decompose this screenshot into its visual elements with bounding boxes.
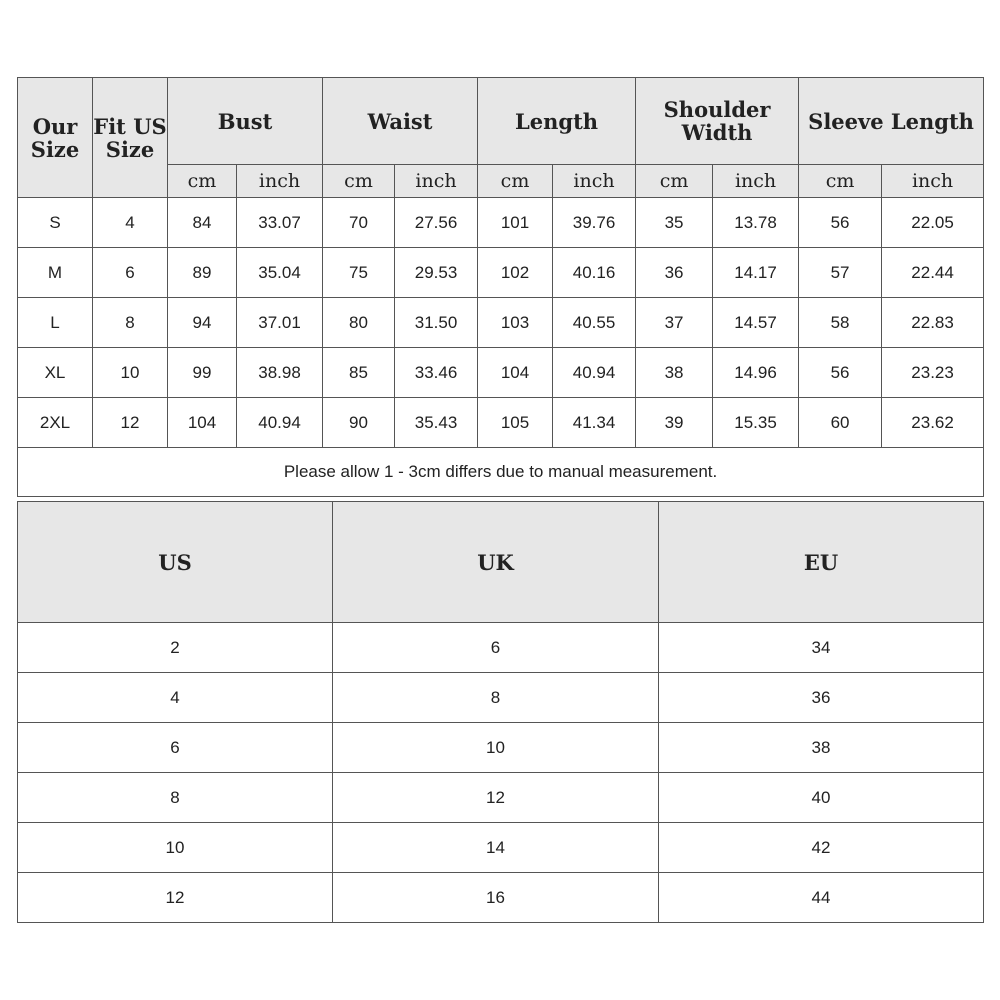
unit-length-cm: cm — [478, 165, 553, 198]
table-cell: 4 — [18, 673, 333, 723]
table-cell: 70 — [323, 198, 395, 248]
unit-sleeve-inch: inch — [882, 165, 984, 198]
table-cell: 75 — [323, 248, 395, 298]
table-cell: 58 — [799, 298, 882, 348]
header-fit-us-size: Fit US Size — [93, 78, 168, 198]
header-eu: EU — [659, 502, 984, 623]
header-sleeve-length: Sleeve Length — [799, 78, 984, 165]
table-cell: 38 — [659, 723, 984, 773]
table-cell: 102 — [478, 248, 553, 298]
table-cell: 44 — [659, 873, 984, 923]
table-row — [18, 823, 984, 873]
table-cell: 12 — [18, 873, 333, 923]
table-cell: 103 — [478, 298, 553, 348]
table-cell: 35 — [636, 198, 713, 248]
table-cell: 101 — [478, 198, 553, 248]
size-conversion-table — [17, 501, 984, 923]
header-length: Length — [478, 78, 636, 165]
table-cell: M — [18, 248, 93, 298]
table-cell: 33.07 — [237, 198, 323, 248]
table-row — [18, 248, 984, 298]
table-cell: 36 — [659, 673, 984, 723]
header-us: US — [18, 502, 333, 623]
table-cell: 23.23 — [882, 348, 984, 398]
table-cell: 38 — [636, 348, 713, 398]
header-shoulder-width: Shoulder Width — [636, 78, 799, 165]
table-cell: 105 — [478, 398, 553, 448]
size-chart-header-row — [18, 78, 984, 165]
unit-bust-inch: inch — [237, 165, 323, 198]
conversion-body — [18, 623, 984, 923]
table-cell: XL — [18, 348, 93, 398]
unit-sleeve-cm: cm — [799, 165, 882, 198]
table-cell: 10 — [93, 348, 168, 398]
measurement-note-row — [18, 448, 984, 497]
table-cell: 40.94 — [237, 398, 323, 448]
table-cell: 23.62 — [882, 398, 984, 448]
table-row — [18, 298, 984, 348]
table-cell: 99 — [168, 348, 237, 398]
table-cell: 84 — [168, 198, 237, 248]
table-cell: 37.01 — [237, 298, 323, 348]
table-cell: 37 — [636, 298, 713, 348]
table-cell: 8 — [18, 773, 333, 823]
unit-bust-cm: cm — [168, 165, 237, 198]
table-cell: 40 — [659, 773, 984, 823]
table-cell: 104 — [478, 348, 553, 398]
table-cell: 42 — [659, 823, 984, 873]
table-cell: 89 — [168, 248, 237, 298]
table-cell: 33.46 — [395, 348, 478, 398]
table-cell: 6 — [18, 723, 333, 773]
table-cell: 40.94 — [553, 348, 636, 398]
table-cell: 12 — [333, 773, 659, 823]
table-cell: 29.53 — [395, 248, 478, 298]
table-cell: 35.43 — [395, 398, 478, 448]
table-cell: 56 — [799, 348, 882, 398]
unit-length-inch: inch — [553, 165, 636, 198]
unit-shoulder-cm: cm — [636, 165, 713, 198]
table-cell: 80 — [323, 298, 395, 348]
table-row — [18, 723, 984, 773]
table-cell: L — [18, 298, 93, 348]
table-cell: S — [18, 198, 93, 248]
table-cell: 14.96 — [713, 348, 799, 398]
table-row — [18, 773, 984, 823]
unit-waist-inch: inch — [395, 165, 478, 198]
table-row — [18, 198, 984, 248]
table-cell: 2 — [18, 623, 333, 673]
table-cell: 10 — [18, 823, 333, 873]
unit-waist-cm: cm — [323, 165, 395, 198]
header-waist: Waist — [323, 78, 478, 165]
table-row — [18, 348, 984, 398]
table-cell: 57 — [799, 248, 882, 298]
table-cell: 34 — [659, 623, 984, 673]
table-cell: 6 — [93, 248, 168, 298]
header-our-size: Our Size — [18, 78, 93, 198]
table-cell: 31.50 — [395, 298, 478, 348]
table-row — [18, 623, 984, 673]
size-chart-table — [17, 77, 984, 497]
table-cell: 8 — [93, 298, 168, 348]
table-cell: 8 — [333, 673, 659, 723]
table-cell: 41.34 — [553, 398, 636, 448]
table-cell: 90 — [323, 398, 395, 448]
table-cell: 10 — [333, 723, 659, 773]
table-cell: 38.98 — [237, 348, 323, 398]
table-cell: 40.16 — [553, 248, 636, 298]
table-cell: 36 — [636, 248, 713, 298]
table-cell: 60 — [799, 398, 882, 448]
table-cell: 39.76 — [553, 198, 636, 248]
table-cell: 56 — [799, 198, 882, 248]
table-cell: 22.05 — [882, 198, 984, 248]
table-cell: 35.04 — [237, 248, 323, 298]
header-uk: UK — [333, 502, 659, 623]
size-chart-body — [18, 198, 984, 448]
table-cell: 2XL — [18, 398, 93, 448]
table-cell: 104 — [168, 398, 237, 448]
measurement-note: Please allow 1 - 3cm differs due to manual measurement. — [18, 448, 984, 497]
table-cell: 22.44 — [882, 248, 984, 298]
table-row — [18, 673, 984, 723]
table-cell: 12 — [93, 398, 168, 448]
table-cell: 14 — [333, 823, 659, 873]
table-cell: 40.55 — [553, 298, 636, 348]
table-cell: 14.17 — [713, 248, 799, 298]
table-cell: 4 — [93, 198, 168, 248]
table-cell: 39 — [636, 398, 713, 448]
table-row — [18, 873, 984, 923]
table-cell: 15.35 — [713, 398, 799, 448]
table-cell: 13.78 — [713, 198, 799, 248]
table-cell: 22.83 — [882, 298, 984, 348]
header-bust: Bust — [168, 78, 323, 165]
table-cell: 14.57 — [713, 298, 799, 348]
table-row — [18, 398, 984, 448]
table-cell: 94 — [168, 298, 237, 348]
table-cell: 6 — [333, 623, 659, 673]
table-cell: 27.56 — [395, 198, 478, 248]
table-cell: 85 — [323, 348, 395, 398]
unit-shoulder-inch: inch — [713, 165, 799, 198]
conversion-header-row — [18, 502, 984, 623]
table-cell: 16 — [333, 873, 659, 923]
